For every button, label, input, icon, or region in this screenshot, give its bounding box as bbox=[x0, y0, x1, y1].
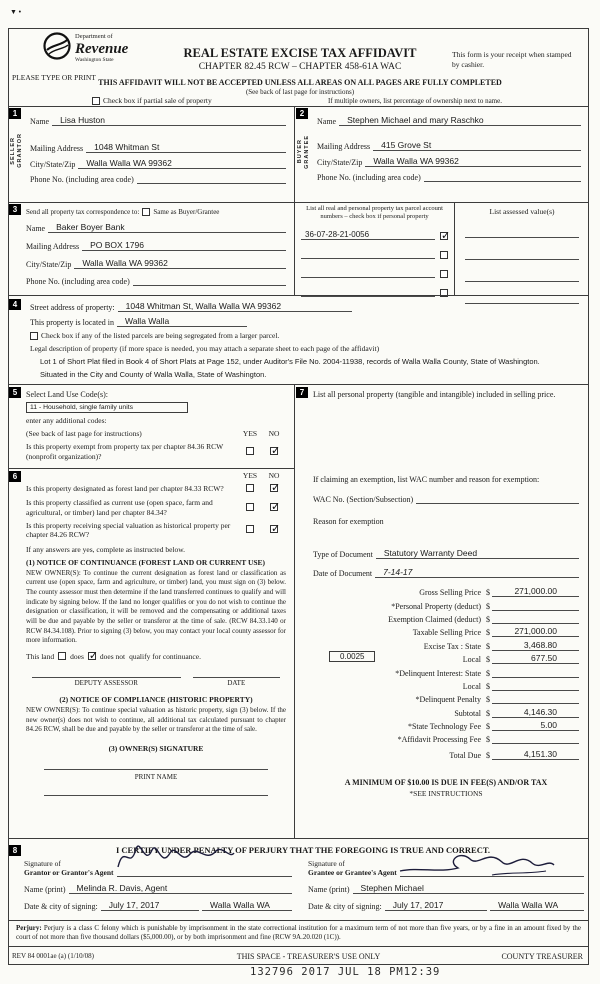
assessed-value-field[interactable] bbox=[465, 269, 579, 282]
notice-compliance-title: (2) NOTICE OF COMPLIANCE (HISTORIC PROPERTY) bbox=[59, 694, 253, 704]
grantor-date-field[interactable]: July 17, 2017 bbox=[101, 900, 199, 911]
corr-address-label: Mailing Address bbox=[26, 242, 80, 251]
current-use-no-checkbox[interactable] bbox=[270, 503, 278, 511]
date-of-document-label: Date of Document bbox=[313, 568, 373, 578]
perjury-text: Perjury is a class C felony which is punishable by imprisonment in the state correctional institution for a maximum term of not more than five years, or by a fine in an amount fixed by the court of not more than five thousand dollars ($5,000.00), or by both imprisonment and fine (RCW 9A.20.020 (1C)). bbox=[16, 924, 582, 942]
print-name-label: PRINT NAME bbox=[134, 772, 178, 781]
forest-no-checkbox[interactable] bbox=[270, 484, 278, 492]
treasurer-space-label: THIS SPACE - TREASURER'S USE ONLY bbox=[236, 951, 381, 961]
parcel-number-field[interactable] bbox=[301, 249, 435, 259]
segregated-checkbox[interactable] bbox=[30, 332, 38, 340]
exempt-no-checkbox[interactable] bbox=[270, 447, 278, 455]
money-label: Excise Tax : State bbox=[423, 641, 481, 651]
notice-compliance-body: NEW OWNER(S): To continue special valuation as historic property, sign (3) below. If the new owner(s) does not wish to continue, all additional tax calculated pursuant to chapter 84.26 RCW, shall be due and payable by the seller or transferor at the time of sale. bbox=[26, 705, 286, 734]
located-in-label: This property is located in bbox=[30, 318, 114, 327]
partial-sale-checkbox[interactable] bbox=[92, 97, 100, 105]
buyer-csz-field[interactable]: Walla Walla WA 99362 bbox=[365, 156, 581, 167]
seller-address-label: Mailing Address bbox=[30, 144, 84, 153]
historic-yes-checkbox[interactable] bbox=[246, 525, 254, 533]
money-label: Gross Selling Price bbox=[419, 588, 481, 598]
yes-header: YES bbox=[242, 429, 258, 439]
exemption-label: If claiming an exemption, list WAC number and reason for exemption: bbox=[313, 474, 540, 484]
corr-name-label: Name bbox=[26, 224, 46, 233]
situated-text[interactable]: Situated in the City and County of Walla Walla, State of Washington. bbox=[40, 369, 267, 379]
parcel-numbers-section bbox=[295, 203, 455, 295]
money-label: Subtotal bbox=[454, 708, 481, 718]
buyer-vertical-label: BUYER bbox=[297, 139, 303, 164]
grantee-signature-line[interactable] bbox=[400, 867, 584, 877]
certification-section bbox=[8, 838, 589, 920]
receipt-note: This form is your receipt when stamped by cashier. bbox=[452, 50, 572, 69]
money-label: Taxable Selling Price bbox=[412, 628, 481, 638]
excise-tax-state-field[interactable]: 3,468.80 bbox=[492, 640, 579, 651]
money-label: *Delinquent Penalty bbox=[415, 695, 481, 705]
grantor-name-field[interactable]: Melinda R. Davis, Agent bbox=[69, 883, 292, 894]
see-back-note: (See back of last page for instructions) bbox=[245, 88, 355, 96]
print-name-line[interactable] bbox=[44, 795, 268, 796]
form-title: REAL ESTATE EXCISE TAX AFFIDAVIT bbox=[183, 46, 417, 60]
grantor-signature-line[interactable] bbox=[117, 867, 292, 877]
dollar-sign: $ bbox=[486, 655, 490, 665]
form-chapter: CHAPTER 82.45 RCW – CHAPTER 458-61A WAC bbox=[198, 62, 402, 72]
dollar-sign: $ bbox=[486, 735, 490, 745]
does-not-label: does not bbox=[99, 651, 126, 661]
section-4-badge: 4 bbox=[9, 299, 21, 310]
see-back-note-2: (See back of last page for instructions) bbox=[26, 429, 142, 438]
dollar-sign: $ bbox=[486, 695, 490, 705]
same-as-buyer-checkbox[interactable] bbox=[142, 208, 150, 216]
forest-yes-checkbox[interactable] bbox=[246, 484, 254, 492]
send-correspondence-label: Send all property tax correspondence to: bbox=[26, 208, 140, 216]
assessed-values-section bbox=[455, 203, 589, 295]
street-address-field[interactable]: 1048 Whitman St, Walla Walla WA 99362 bbox=[118, 301, 353, 312]
seller-csz-label: City/State/Zip bbox=[30, 160, 76, 169]
type-of-document-label: Type of Document bbox=[313, 549, 373, 559]
correspondence-row bbox=[8, 202, 589, 295]
corr-address-field[interactable]: PO BOX 1796 bbox=[82, 240, 286, 251]
segregated-label: Check box if any of the listed parcels are being segregated from a larger parcel. bbox=[41, 331, 280, 340]
dollar-sign: $ bbox=[486, 681, 490, 691]
revenue-label: Revenue bbox=[75, 40, 129, 57]
wac-field[interactable] bbox=[416, 494, 579, 504]
dollar-sign: $ bbox=[486, 751, 490, 761]
seller-address-field[interactable]: 1048 Whitman St bbox=[86, 142, 286, 153]
located-in-field[interactable]: Walla Walla bbox=[117, 316, 247, 327]
assessed-value-field[interactable] bbox=[465, 247, 579, 260]
exempt-question: Is this property exempt from property tax per chapter 84.36 RCW (nonprofit organization)? bbox=[26, 442, 224, 461]
parcel-numbers-header: List all real and personal property tax parcel account numbers – check box if personal property bbox=[306, 205, 443, 221]
corr-name-field[interactable]: Baker Boyer Bank bbox=[48, 222, 286, 233]
land-use-section bbox=[8, 385, 294, 461]
buyer-name-label: Name bbox=[317, 117, 337, 126]
partial-sale-row bbox=[92, 96, 212, 105]
does-label: does bbox=[70, 651, 84, 661]
land-use-title: Select Land Use Code(s): bbox=[26, 390, 108, 399]
reason-field[interactable] bbox=[387, 516, 579, 526]
money-label: Local bbox=[462, 655, 481, 665]
owners-signature-label: (3) OWNER(S) SIGNATURE bbox=[108, 743, 204, 753]
delinquent-penalty-field[interactable] bbox=[492, 694, 579, 704]
legal-description-label: Legal description of property (if more space is needed, you may attach a separate sheet to each page of the affidavit) bbox=[30, 344, 380, 353]
rev-code: REV 84 0001ae (a) (1/10/08) bbox=[12, 952, 94, 960]
minimum-due-note: A MINIMUM OF $10.00 IS DUE IN FEE(S) AND/OR TAX bbox=[344, 778, 548, 788]
land-use-code-field[interactable]: 11 - Household, single family units bbox=[26, 402, 188, 413]
dollar-sign: $ bbox=[486, 708, 490, 718]
same-as-buyer-label: Same as Buyer/Grantee bbox=[153, 208, 220, 216]
section-6-badge: 6 bbox=[9, 471, 21, 482]
does-not-checkbox[interactable] bbox=[88, 652, 96, 660]
notice-continuance-body: NEW OWNER(S): To continue the current designation as forest land or classification as current use (open space, farm and agriculture, or timber) land, you must sign on (3) below. The county assessor must then determine if the land transferred continues to qualify and will indicate by signing below. If the land no longer qualifies or you do not wish to continue the designation or classification, it will be removed and the compensating or additional taxes will be due and payable by the seller or transferor at the time of sale. (RCW 84.33.140 or RCW 84.34.108). Prior to signing (3) below, you may contact your local county assessor for more information. bbox=[26, 568, 286, 645]
scan-marks: ▼ • bbox=[10, 8, 22, 16]
reason-label: Reason for exemption bbox=[313, 516, 384, 526]
seller-name-field[interactable]: Lisa Huston bbox=[52, 115, 286, 126]
type-of-document-field[interactable]: Statutory Warranty Deed bbox=[376, 548, 579, 559]
subtotal-field[interactable]: 4,146.30 bbox=[492, 707, 579, 718]
personal-property-label: List all personal property (tangible and intangible) included in selling price. bbox=[313, 390, 556, 399]
section-8-badge: 8 bbox=[9, 845, 21, 856]
seller-name-label: Name bbox=[30, 117, 50, 126]
parcel-number-field[interactable] bbox=[301, 268, 435, 278]
please-type-label: PLEASE TYPE OR PRINT bbox=[12, 73, 96, 82]
washington-state-label: Washington State bbox=[75, 56, 114, 63]
section-3-badge: 3 bbox=[9, 204, 21, 215]
delinquent-interest-state-field[interactable] bbox=[492, 668, 579, 678]
grantor-agent-label: Grantor or Grantor's Agent bbox=[24, 868, 114, 877]
personal-property-blank-area[interactable] bbox=[313, 401, 579, 475]
legal-description-text[interactable]: Lot 1 of Short Plat filed in Book 4 of Short Plats at Page 152, under Auditor's File No. 2004-11938, records of Walla Walla County, State of Washington. bbox=[40, 357, 540, 366]
buyer-phone-label: Phone No. (including area code) bbox=[317, 173, 421, 182]
money-label: Local bbox=[462, 681, 481, 691]
grantor-city-field[interactable]: Walla Walla WA bbox=[202, 900, 292, 911]
section-1-badge: 1 bbox=[9, 108, 21, 119]
grantor-signature-of-label: Signature of bbox=[24, 859, 61, 868]
taxable-selling-price-field[interactable]: 271,000.00 bbox=[492, 626, 579, 637]
total-due-field[interactable]: 4,151.30 bbox=[492, 749, 579, 760]
grantee-name-print-label: Name (print) bbox=[308, 885, 350, 894]
street-address-label: Street address of property: bbox=[30, 303, 115, 312]
warning-line: THIS AFFIDAVIT WILL NOT BE ACCEPTED UNLESS ALL AREAS ON ALL PAGES ARE FULLY COMPLETED bbox=[98, 78, 502, 87]
county-treasurer-label: COUNTY TREASURER bbox=[501, 951, 583, 961]
grantee-block bbox=[308, 859, 584, 911]
corr-csz-label: City/State/Zip bbox=[26, 260, 72, 269]
additional-codes-label: enter any additional codes: bbox=[26, 416, 107, 425]
notice-continuance-title: (1) NOTICE OF CONTINUANCE (FOREST LAND OR CURRENT USE) bbox=[26, 557, 266, 567]
multiple-owners-note: If multiple owners, list percentage of ownership next to name. bbox=[328, 97, 502, 105]
deputy-assessor-line[interactable]: DEPUTY ASSESSOR bbox=[32, 677, 181, 687]
tax-section bbox=[295, 385, 589, 838]
money-label: Total Due bbox=[449, 751, 481, 761]
correspondence-section bbox=[8, 203, 295, 295]
dollar-sign: $ bbox=[486, 668, 490, 678]
dollar-sign: $ bbox=[486, 588, 490, 598]
parcel-personal-checkbox[interactable] bbox=[440, 251, 448, 259]
owners-signature-line[interactable] bbox=[44, 769, 268, 770]
affidavit-processing-fee-field[interactable] bbox=[492, 734, 579, 744]
no-header: NO bbox=[268, 471, 280, 481]
grantor-date-city-label: Date & city of signing: bbox=[24, 902, 98, 911]
yes-header: YES bbox=[242, 471, 258, 481]
corr-phone-label: Phone No. (including area code) bbox=[26, 277, 130, 286]
grantee-name-field[interactable]: Stephen Michael bbox=[353, 883, 584, 894]
designation-section bbox=[8, 468, 294, 796]
property-section bbox=[8, 295, 589, 384]
money-label: *Personal Property (deduct) bbox=[391, 601, 481, 611]
qualify-label: qualify for continuance. bbox=[129, 651, 201, 661]
seller-section bbox=[8, 107, 295, 202]
exempt-yes-checkbox[interactable] bbox=[246, 447, 254, 455]
assessed-values-header: List assessed value(s) bbox=[489, 207, 555, 216]
exemption-claimed-field[interactable] bbox=[492, 614, 579, 624]
seller-phone-label: Phone No. (including area code) bbox=[30, 175, 134, 184]
section-5-badge: 5 bbox=[9, 387, 21, 398]
this-land-label: This land bbox=[26, 651, 55, 661]
parcel-personal-checkbox[interactable] bbox=[440, 232, 448, 240]
grantee-city-field[interactable]: Walla Walla WA bbox=[490, 900, 584, 911]
buyer-section bbox=[295, 107, 589, 202]
section-2-badge: 2 bbox=[296, 108, 308, 119]
dept-of-label: Department of bbox=[75, 33, 113, 40]
seller-csz-field[interactable]: Walla Walla WA 99362 bbox=[78, 158, 286, 169]
parcel-personal-checkbox[interactable] bbox=[440, 270, 448, 278]
buyer-name-field[interactable]: Stephen Michael and mary Raschko bbox=[339, 115, 581, 126]
grantor-vertical-label: GRANTOR bbox=[17, 133, 23, 168]
footer-strip bbox=[8, 946, 589, 965]
current-use-yes-checkbox[interactable] bbox=[246, 503, 254, 511]
money-table bbox=[313, 584, 579, 761]
date-of-document-field[interactable]: 7-14-17 bbox=[375, 567, 579, 578]
excise-tax-local-field[interactable]: 677.50 bbox=[492, 653, 579, 664]
personal-property-deduct-field[interactable] bbox=[492, 601, 579, 611]
buyer-address-label: Mailing Address bbox=[317, 142, 371, 151]
no-header: NO bbox=[268, 429, 280, 439]
wac-label: WAC No. (Section/Subsection) bbox=[313, 494, 414, 504]
does-checkbox[interactable] bbox=[58, 652, 66, 660]
cashier-stamp: 132796 2017 JUL 18 PM12:39 bbox=[250, 966, 441, 978]
grantee-date-city-label: Date & city of signing: bbox=[308, 902, 382, 911]
corr-csz-field[interactable]: Walla Walla WA 99362 bbox=[74, 258, 286, 269]
see-instructions-note: *SEE INSTRUCTIONS bbox=[409, 789, 483, 799]
partial-sale-label: Check box if partial sale of property bbox=[103, 96, 212, 105]
grantor-name-print-label: Name (print) bbox=[24, 885, 66, 894]
continuance-row bbox=[26, 652, 286, 661]
gross-selling-price-field[interactable]: 271,000.00 bbox=[492, 586, 579, 597]
buyer-address-field[interactable]: 415 Grove St bbox=[373, 140, 581, 151]
dollar-sign: $ bbox=[486, 722, 490, 732]
seller-vertical-label: SELLER bbox=[10, 137, 16, 165]
grantee-vertical-label: GRANTEE bbox=[304, 135, 310, 169]
lower-columns bbox=[8, 384, 589, 838]
money-label: *Delinquent Interest: State bbox=[395, 668, 481, 678]
local-rate-box[interactable]: 0.0025 bbox=[329, 651, 375, 662]
current-use-question: Is this property classified as current use (open space, farm and agricultural, or timber) land per chapter 84.34? bbox=[26, 498, 213, 517]
perjury-section bbox=[8, 920, 589, 946]
dor-logo bbox=[42, 31, 128, 66]
perjury-label: Perjury: bbox=[16, 924, 42, 932]
left-column bbox=[8, 385, 295, 838]
buyer-csz-label: City/State/Zip bbox=[317, 158, 363, 167]
dollar-sign: $ bbox=[486, 641, 490, 651]
dollar-sign: $ bbox=[486, 601, 490, 611]
dor-logo-icon bbox=[42, 31, 72, 66]
section-7-badge: 7 bbox=[296, 387, 308, 398]
state-technology-fee-field[interactable]: 5.00 bbox=[492, 720, 579, 731]
grantor-block bbox=[24, 859, 292, 911]
forest-land-question: Is this property designated as forest land per chapter 84.33 RCW? bbox=[26, 484, 224, 494]
buyer-phone-field[interactable] bbox=[424, 172, 581, 182]
seller-phone-field[interactable] bbox=[137, 174, 286, 184]
certify-statement: I CERTIFY UNDER PENALTY OF PERJURY THAT THE FOREGOING IS TRUE AND CORRECT. bbox=[115, 845, 490, 855]
money-label: *Affidavit Processing Fee bbox=[397, 735, 481, 745]
assessed-value-field[interactable] bbox=[465, 225, 579, 238]
money-label: Exemption Claimed (deduct) bbox=[388, 614, 481, 624]
money-label: *State Technology Fee bbox=[407, 722, 481, 732]
parties-row bbox=[8, 106, 589, 202]
historic-question: Is this property receiving special valuation as historical property per chapter 84.26 RCW? bbox=[26, 520, 231, 540]
corr-phone-field[interactable] bbox=[133, 276, 286, 286]
deputy-date-line[interactable]: DATE bbox=[193, 677, 280, 687]
historic-no-checkbox[interactable] bbox=[270, 525, 278, 533]
delinquent-interest-local-field[interactable] bbox=[492, 681, 579, 691]
dollar-sign: $ bbox=[486, 614, 490, 624]
grantee-agent-label: Grantee or Grantee's Agent bbox=[308, 868, 397, 877]
grantee-date-field[interactable]: July 17, 2017 bbox=[385, 900, 487, 911]
grantee-signature-of-label: Signature of bbox=[308, 859, 345, 868]
dollar-sign: $ bbox=[486, 628, 490, 638]
if-yes-note: If any answers are yes, complete as instructed below. bbox=[26, 544, 186, 554]
parcel-number-field[interactable]: 36-07-28-21-0056 bbox=[301, 230, 435, 240]
